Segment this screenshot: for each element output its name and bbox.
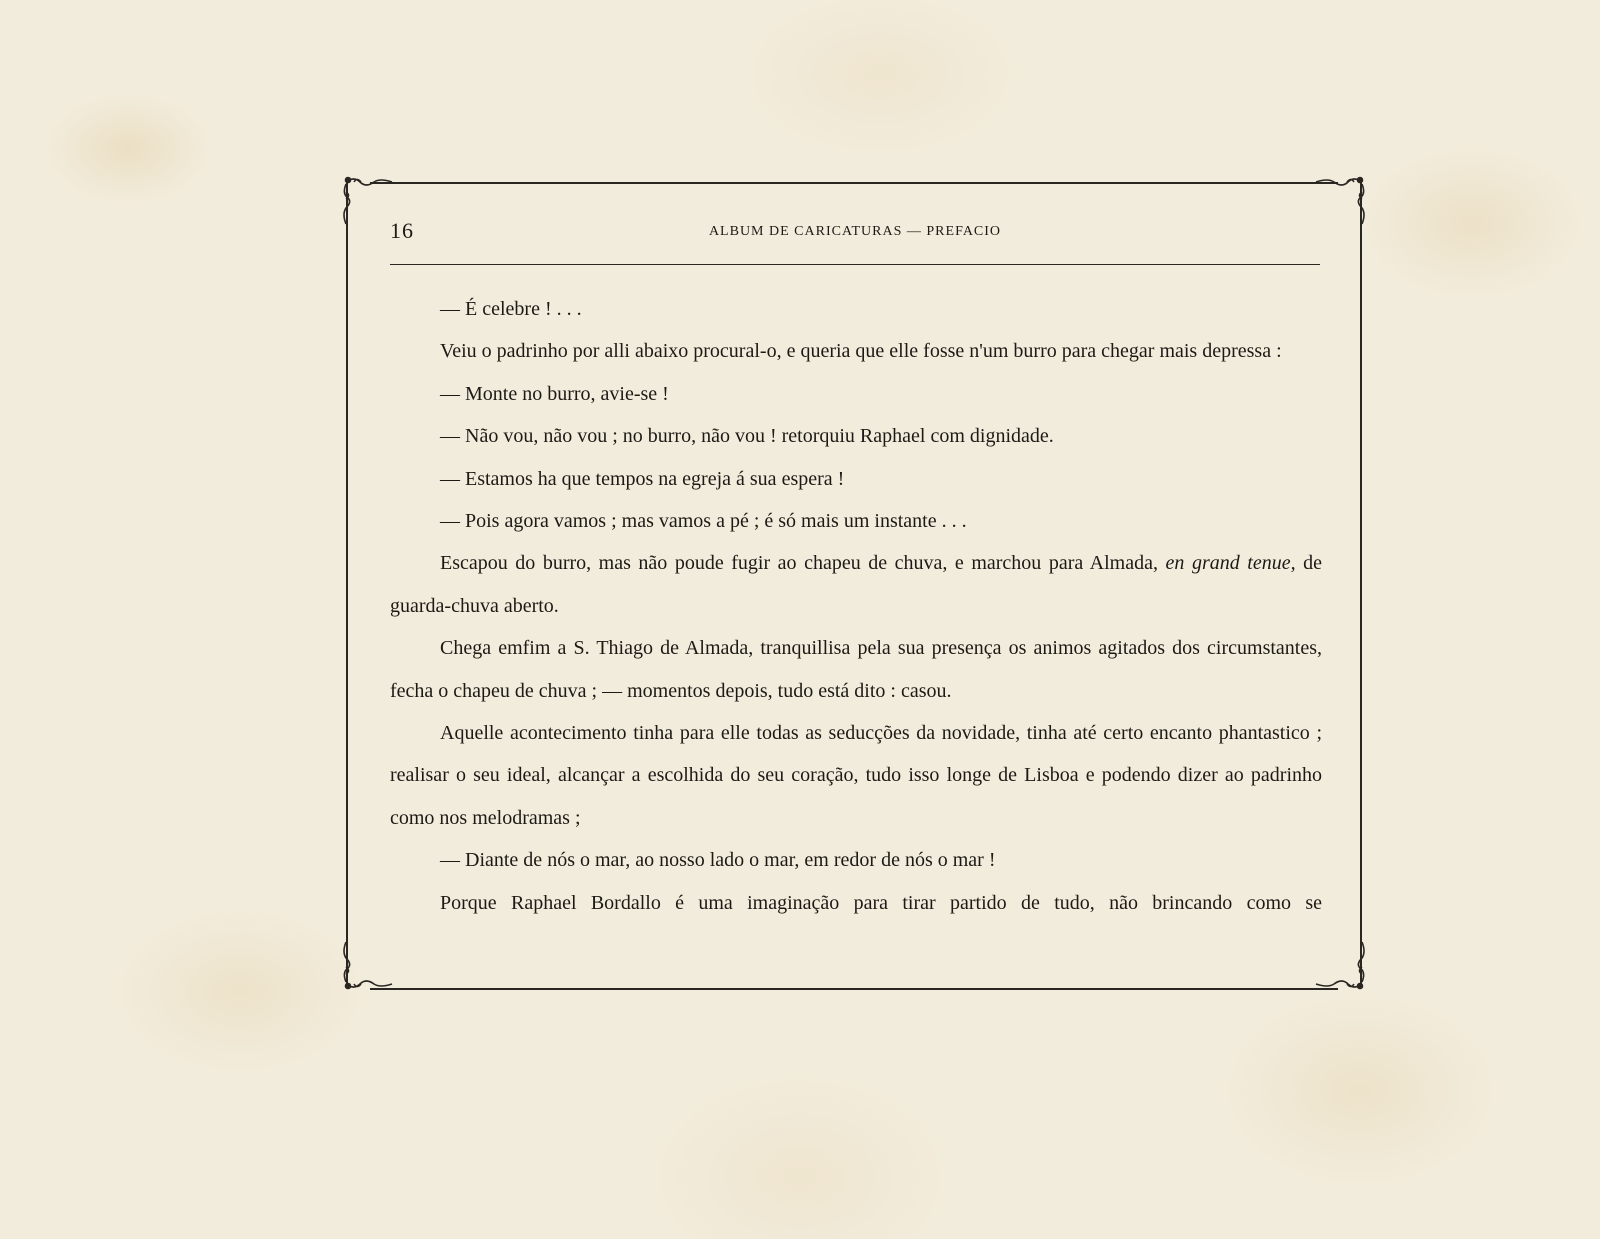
paragraph: Porque Raphael Bordallo é uma imaginação para tirar partido de tudo, não brincando como se bbox=[440, 891, 1322, 914]
paragraph: — Monte no burro, avie-se ! bbox=[440, 382, 669, 405]
running-head bbox=[390, 218, 1320, 248]
italic-phrase: en grand tenue, bbox=[1165, 552, 1296, 575]
paragraph: Chega emfim a S. Thiago de Almada, tranquillisa pela sua presença os animos agitados dos circumstantes, fecha o chapeu de chuva ; — momentos depois, tudo está dito : casou. bbox=[390, 637, 1322, 702]
running-title: ALBUM DE CARICATURAS — PREFACIO bbox=[708, 224, 1002, 239]
paragraph: — Não vou, não vou ; no burro, não vou ! retorquiu Raphael com dignidade. bbox=[440, 425, 1054, 448]
paragraph: — Estamos ha que tempos na egreja á sua espera ! bbox=[440, 467, 845, 490]
header-rule bbox=[390, 264, 1320, 265]
paragraph: — É celebre ! . . . bbox=[440, 298, 582, 320]
paragraph-text: Escapou do burro, mas não poude fugir ao chapeu de chuva, e marchou para Almada, bbox=[440, 552, 1158, 575]
frame-top-rule bbox=[370, 182, 1338, 184]
paragraph bbox=[390, 542, 1322, 627]
paragraph: — Diante de nós o mar, ao nosso lado o mar, em redor de nós o mar ! bbox=[440, 849, 996, 872]
body-text bbox=[390, 288, 1322, 924]
paragraph: Veiu o padrinho por alli abaixo procural-o, e queria que elle fosse n'um burro para chegar mais depressa : bbox=[440, 340, 1282, 363]
paragraph: — Pois agora vamos ; mas vamos a pé ; é só mais um instante . . . bbox=[440, 510, 967, 533]
frame-bottom-rule bbox=[370, 988, 1338, 990]
page-number: 16 bbox=[390, 218, 414, 243]
ornament-corner-icon bbox=[340, 934, 400, 994]
paragraph-text: de guarda-chuva aberto. bbox=[390, 552, 1323, 617]
ornament-corner-icon bbox=[1308, 934, 1368, 994]
paragraph: Aquelle acontecimento tinha para elle todas as seducções da novidade, tinha até certo encanto phantastico ; realisar o seu ideal, alcançar a escolhida do seu coração, tudo isso longe de Lisboa e podendo dizer ao padrinho como nos melodramas ; bbox=[390, 722, 1322, 829]
